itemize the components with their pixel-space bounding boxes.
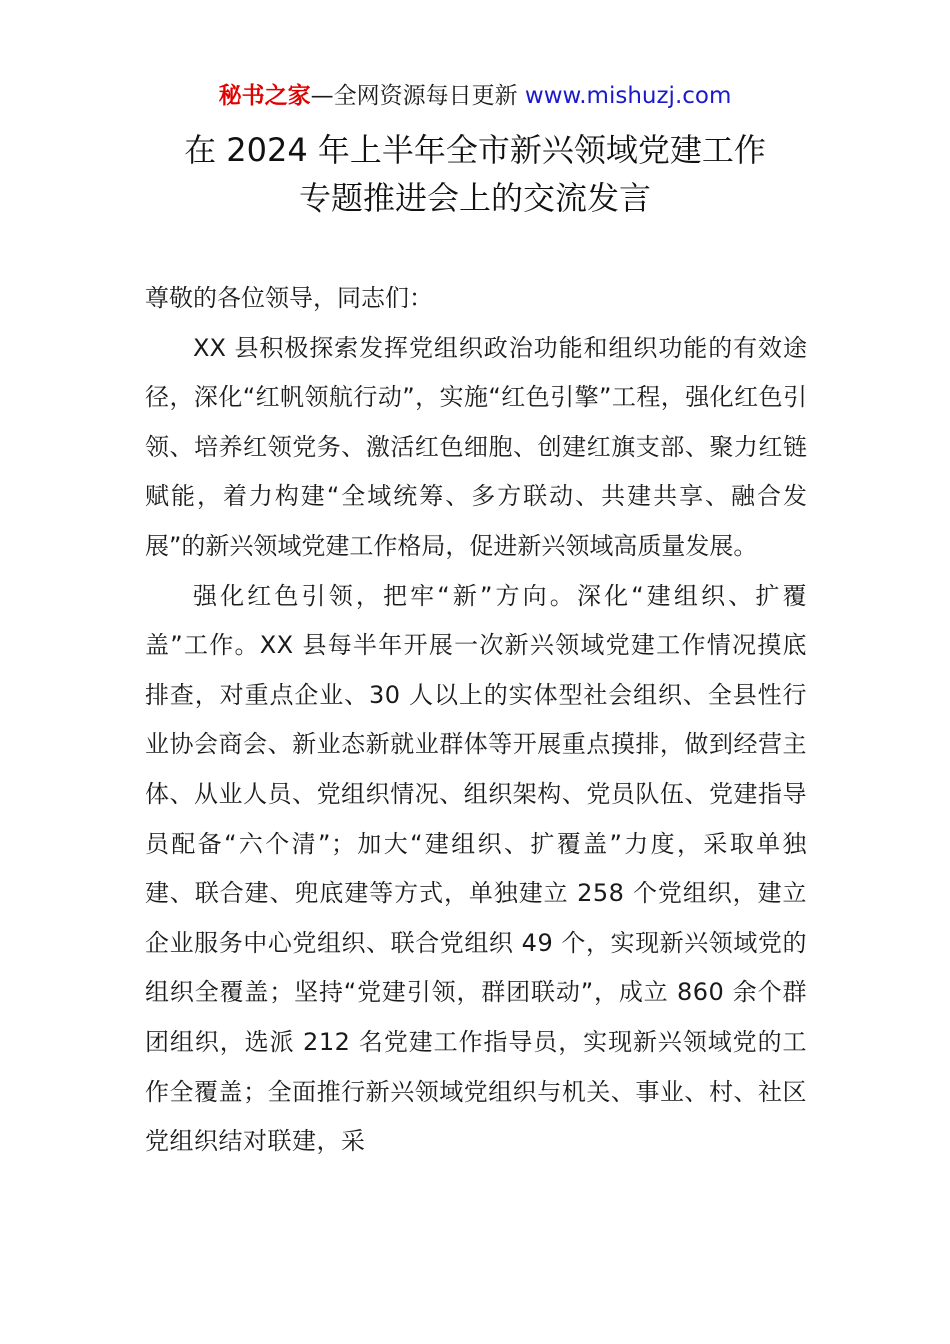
paragraph-2: 强化红色引领，把牢“新”方向。深化“建组织、扩覆盖”工作。XX 县每半年开展一次新兴领域党建工作情况摸底排查，对重点企业、30 人以上的实体型社会组织、全县性行业协会商会、新业态新就业群体等开展重点摸排，做到经营主体、从业人员、党组织情况、组织架构、党员队伍、党建指导员配备“六个清”；加大“建组织、扩覆盖”力度，采取单独建、联合建、兜底建等方式，单独建立 258 个党组织，建立企业服务中心党组织、联合党组织 49 个，实现新兴领域党的组织全覆盖；坚持“党建引领，群团联动”，成立 860 余个群团组织，选派 212 名党建工作指导员，实现新兴领域党的工作全覆盖；全面推行新兴领域党组织与机关、事业、村、社区党组织结对联建，采 bbox=[145, 581, 807, 1156]
banner-slogan: —全网资源每日更新 bbox=[310, 83, 525, 109]
site-banner bbox=[0, 80, 950, 112]
document-title-line-1: 在 2024 年上半年全市新兴领域党建工作 bbox=[184, 131, 766, 169]
document-body bbox=[145, 274, 807, 1167]
salutation: 尊敬的各位领导，同志们： bbox=[145, 284, 433, 312]
document-title-line-2: 专题推进会上的交流发言 bbox=[298, 179, 651, 217]
banner-brand: 秘书之家 bbox=[218, 83, 311, 109]
paragraph-1: XX 县积极探索发挥党组织政治功能和组织功能的有效途径，深化“红帆领航行动”，实施“红色引擎”工程，强化红色引领、培养红领党务、激活红色细胞、创建红旗支部、聚力红链赋能，着力构建“全域统筹、多方联动、共建共享、融合发展”的新兴领域党建工作格局，促进新兴领域高质量发展。 bbox=[145, 333, 807, 560]
banner-url-link[interactable]: www.mishuzj.com bbox=[524, 83, 732, 109]
